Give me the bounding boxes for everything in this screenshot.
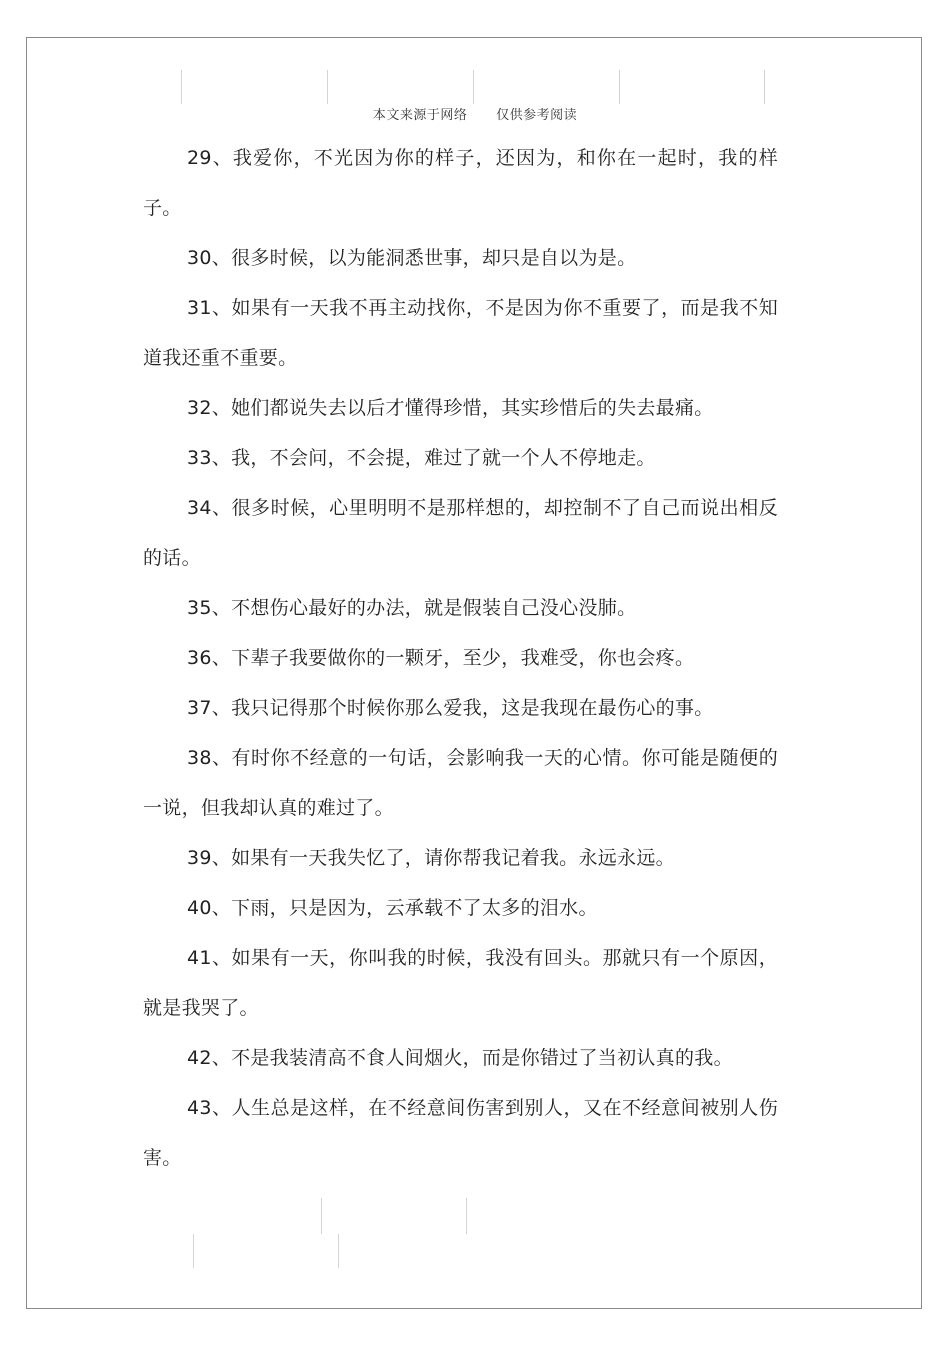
- header-source-text: 本文来源于网络: [372, 108, 468, 123]
- footer-divider-4: [338, 1234, 339, 1268]
- quote-29: 29、我爱你，不光因为你的样子，还因为，和你在一起时，我的样子。: [143, 147, 778, 219]
- quote-list: [143, 133, 778, 1183]
- header-divider-4: [619, 70, 620, 104]
- header-divider-3: [473, 70, 474, 104]
- quote-35: 35、不想伤心最好的办法，就是假装自己没心没肺。: [187, 597, 637, 619]
- page-header: [0, 104, 950, 123]
- header-reference-text: 仅供参考阅读: [496, 108, 578, 123]
- quote-36: 36、下辈子我要做你的一颗牙，至少，我难受，你也会疼。: [187, 647, 695, 669]
- footer-divider-3: [193, 1234, 194, 1268]
- quote-39: 39、如果有一天我失忆了，请你帮我记着我。永远永远。: [187, 847, 675, 869]
- quote-43: 43、人生总是这样，在不经意间伤害到别人，又在不经意间被别人伤害。: [143, 1097, 778, 1169]
- quote-31: 31、如果有一天我不再主动找你，不是因为你不重要了，而是我不知道我还重不重要。: [143, 297, 778, 369]
- quote-40: 40、下雨，只是因为，云承载不了太多的泪水。: [187, 897, 598, 919]
- header-divider-1: [181, 70, 182, 104]
- quote-37: 37、我只记得那个时候你那么爱我，这是我现在最伤心的事。: [187, 697, 714, 719]
- quote-33: 33、我，不会问，不会提，难过了就一个人不停地走。: [187, 447, 656, 469]
- footer-divider-1: [321, 1198, 322, 1234]
- quote-30: 30、很多时候，以为能洞悉世事，却只是自以为是。: [187, 247, 637, 269]
- quote-34: 34、很多时候，心里明明不是那样想的，却控制不了自己而说出相反的话。: [143, 497, 778, 569]
- header-divider-2: [327, 70, 328, 104]
- header-divider-5: [764, 70, 765, 104]
- quote-32: 32、她们都说失去以后才懂得珍惜，其实珍惜后的失去最痛。: [187, 397, 714, 419]
- quote-41: 41、如果有一天，你叫我的时候，我没有回头。那就只有一个原因，就是我哭了。: [143, 947, 778, 1019]
- quote-38: 38、有时你不经意的一句话，会影响我一天的心情。你可能是随便的一说，但我却认真的难过了。: [143, 747, 778, 819]
- footer-divider-2: [466, 1198, 467, 1234]
- quote-42: 42、不是我装清高不食人间烟火，而是你错过了当初认真的我。: [187, 1047, 733, 1069]
